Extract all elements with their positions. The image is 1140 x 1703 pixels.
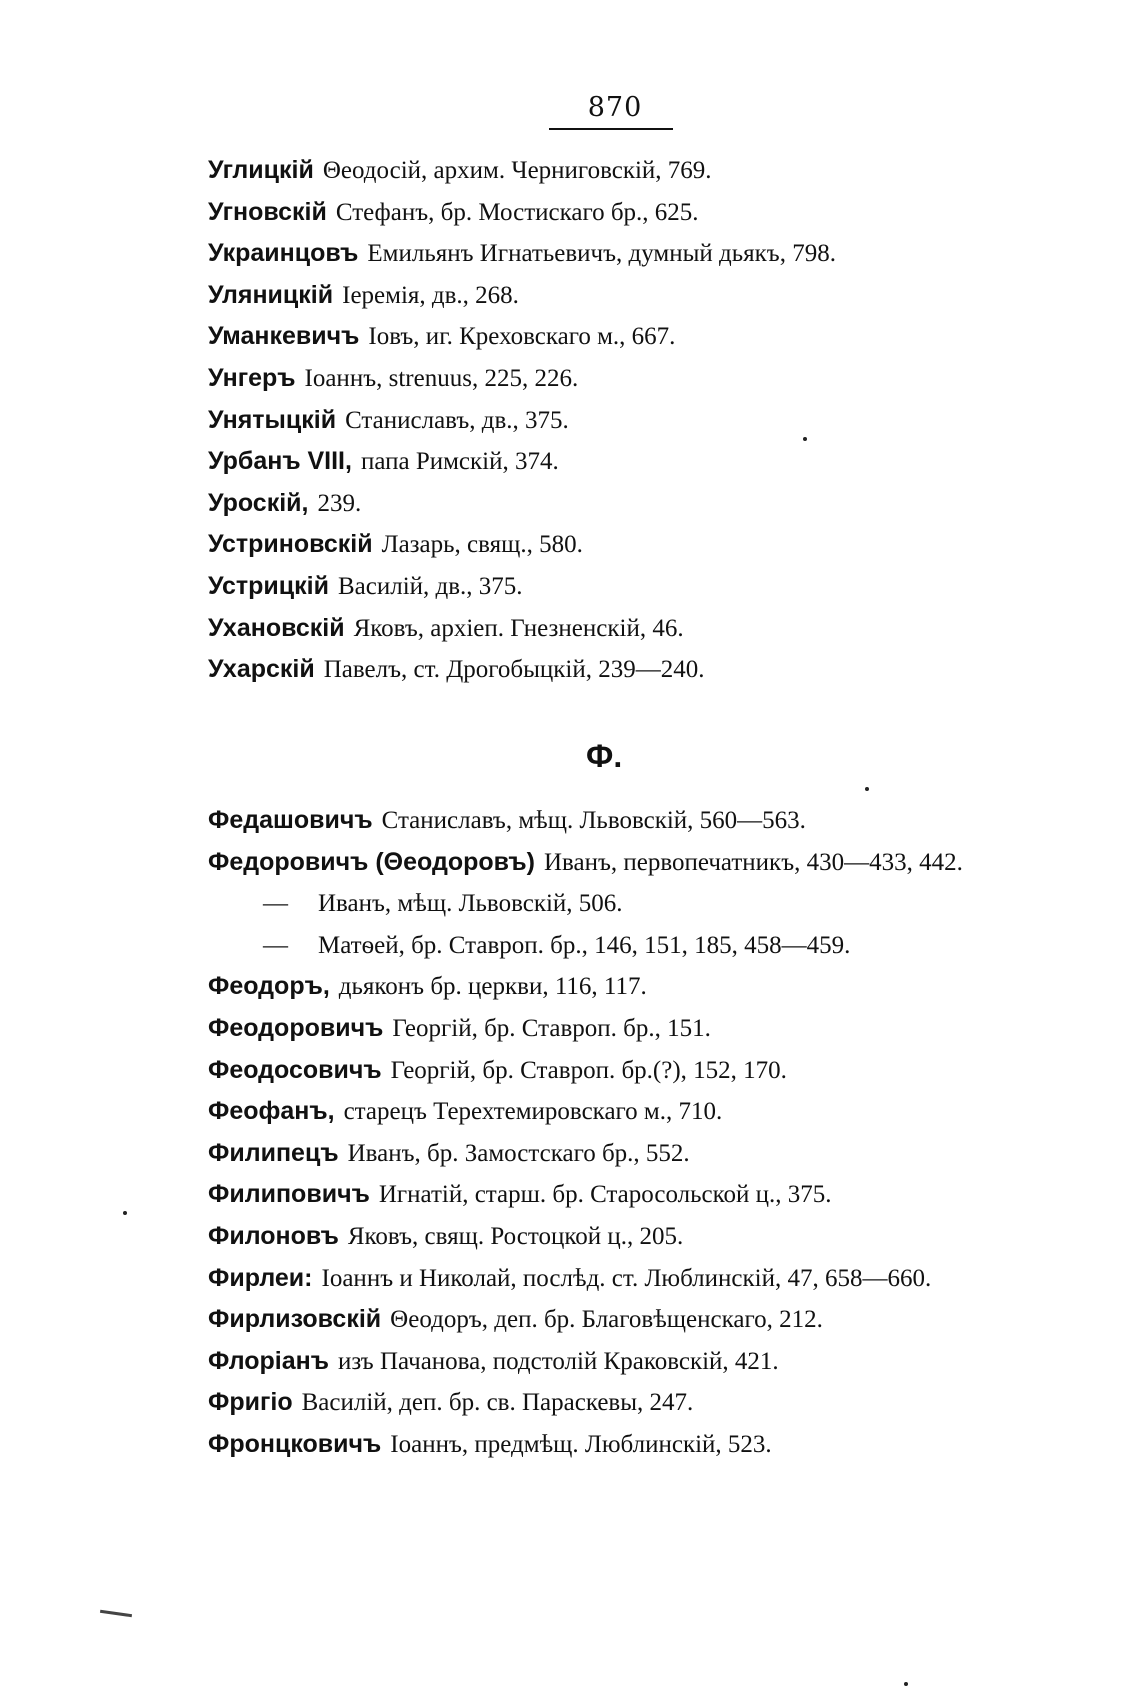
index-entry [208,1424,1108,1466]
entry-name: Федоровичъ (Θеодоровъ) [208,847,535,876]
entry-text: Θеодосій, архим. Черниговскій, 769. [322,157,712,184]
index-entry [208,483,1108,525]
entry-name: Уманкевичъ [208,322,360,351]
entry-name: Феодоровичъ [208,1013,384,1042]
entry-text: Яковъ, архіеп. Гнезненскій, 46. [353,614,684,642]
index-entry [208,1008,1108,1050]
entry-text: Іоаннъ и Николай, послѣд. ст. Люблинскій, 47, 658—660. [321,1264,932,1292]
index-entry [208,1091,1108,1133]
index-entry [208,842,1108,884]
entry-name: Фронцковичъ [208,1429,382,1458]
index-entry [208,649,1108,691]
entry-text: изъ Пачанова, подстолій Краковскій, 421. [337,1347,779,1375]
index-entry [208,524,1108,566]
entry-text: Павелъ, ст. Дрогобыцкій, 239—240. [323,656,705,684]
entry-name: Устрицкій [208,571,329,600]
entry-name: Фирлизовскій [208,1305,382,1334]
index-entry [208,358,1108,400]
index-entry [208,1382,1108,1424]
entry-text: Іеремія, дв., 268. [342,281,519,309]
entry-text: Лазарь, свящ., 580. [381,531,583,559]
index-entry [208,441,1108,483]
entry-name: Филоновъ [208,1221,339,1250]
entry-text: старецъ Терехтемировскаго м., 710. [343,1098,723,1126]
entry-name: Унятыцкій [208,405,337,434]
entry-text: папа Римскій, 374. [360,448,559,476]
scan-mark [100,1610,132,1617]
entry-text: Іоаннъ, предмѣщ. Люблинскій, 523. [390,1430,772,1458]
entry-text: Емильянъ Игнатьевичъ, думный дьякъ, 798. [367,240,836,268]
entry-name: Уроскій, [208,488,309,517]
entry-name: Феодоръ, [208,972,330,1001]
entry-text: Иванъ, бр. Замостскаго бр., 552. [347,1139,690,1167]
entry-name: Фирлеи: [208,1263,313,1292]
entry-text: Василій, деп. бр. св. Параскевы, 247. [301,1389,694,1417]
entry-text: Василій, дв., 375. [337,572,523,600]
entry-text: Θеодоръ, деп. бр. Благовѣщенскаго, 212. [390,1306,823,1334]
entry-text: дьяконъ бр. церкви, 116, 117. [338,973,647,1001]
index-entry [208,966,1108,1008]
index-entry [208,192,1108,234]
entry-name: Филиповичъ [208,1180,370,1209]
entry-text: Іоаннъ, strenuus, 225, 226. [304,364,579,392]
entry-name: Федашовичъ [208,806,373,834]
section-heading: Ф. [586,738,623,774]
index-entry [208,400,1108,442]
index-entry [208,150,1108,192]
index-entry [208,1341,1108,1383]
index-section-f [208,800,1108,1466]
entry-text: Станиславъ, мѣщ. Львовскій, 560—563. [381,807,806,834]
entry-name: Урбанъ VIII, [208,447,352,476]
entry-name: Украинцовъ [208,239,359,268]
index-entry [208,566,1108,608]
page-number: 870 [587,92,643,123]
index-section-u [208,150,1108,691]
ditto-dash: — [263,931,288,959]
index-entry [208,316,1108,358]
index-entry [208,1133,1108,1175]
index-subentry [208,925,1108,967]
entry-name: Угновскій [208,197,327,226]
entry-name: Уляницкій [208,280,334,309]
scan-speck [123,1211,127,1215]
entry-name: Углицкій [208,156,314,184]
index-entry [208,1050,1108,1092]
entry-text: Стефанъ, бр. Мостискаго бр., 625. [335,198,699,226]
entry-name: Унгеръ [208,363,296,392]
entry-text: Іовъ, иг. Креховскаго м., 667. [368,323,676,351]
index-subentry [208,883,1108,925]
entry-text: Матѳей, бр. Ставроп. бр., 146, 151, 185, 458—459. [318,931,851,959]
entry-text: Иванъ, мѣщ. Львовскій, 506. [318,890,623,918]
entry-name: Феодосовичъ [208,1055,382,1084]
page-number-rule [549,128,673,130]
entry-text: Георгій, бр. Ставроп. бр.(?), 152, 170. [390,1056,787,1084]
entry-text: Яковъ, свящ. Ростоцкой ц., 205. [347,1222,684,1250]
entry-text: Иванъ, первопечатникъ, 430—433, 442. [543,848,963,876]
entry-text: Станиславъ, дв., 375. [345,406,569,434]
entry-name: Филипецъ [208,1138,339,1167]
index-entry [208,1258,1108,1300]
entry-name: Феофанъ, [208,1097,335,1126]
index-entry [208,1299,1108,1341]
entry-text: 239. [317,489,362,517]
scan-speck [803,437,807,441]
index-entry [208,275,1108,317]
scan-speck [865,787,869,791]
entry-name: Ухановскій [208,613,345,642]
index-entry [208,608,1108,650]
entry-name: Ухарскій [208,655,315,684]
index-entry [208,800,1108,842]
entry-text: Георгій, бр. Ставроп. бр., 151. [392,1014,711,1042]
entry-name: Устриновскій [208,530,373,559]
entry-name: Флоріанъ [208,1346,329,1375]
index-entry [208,1174,1108,1216]
scan-speck [904,1682,908,1686]
entry-text: Игнатій, старш. бр. Старосольской ц., 375. [378,1181,832,1209]
index-entry [208,233,1108,275]
entry-name: Фригіо [208,1388,293,1417]
index-entry [208,1216,1108,1258]
ditto-dash: — [263,890,288,918]
